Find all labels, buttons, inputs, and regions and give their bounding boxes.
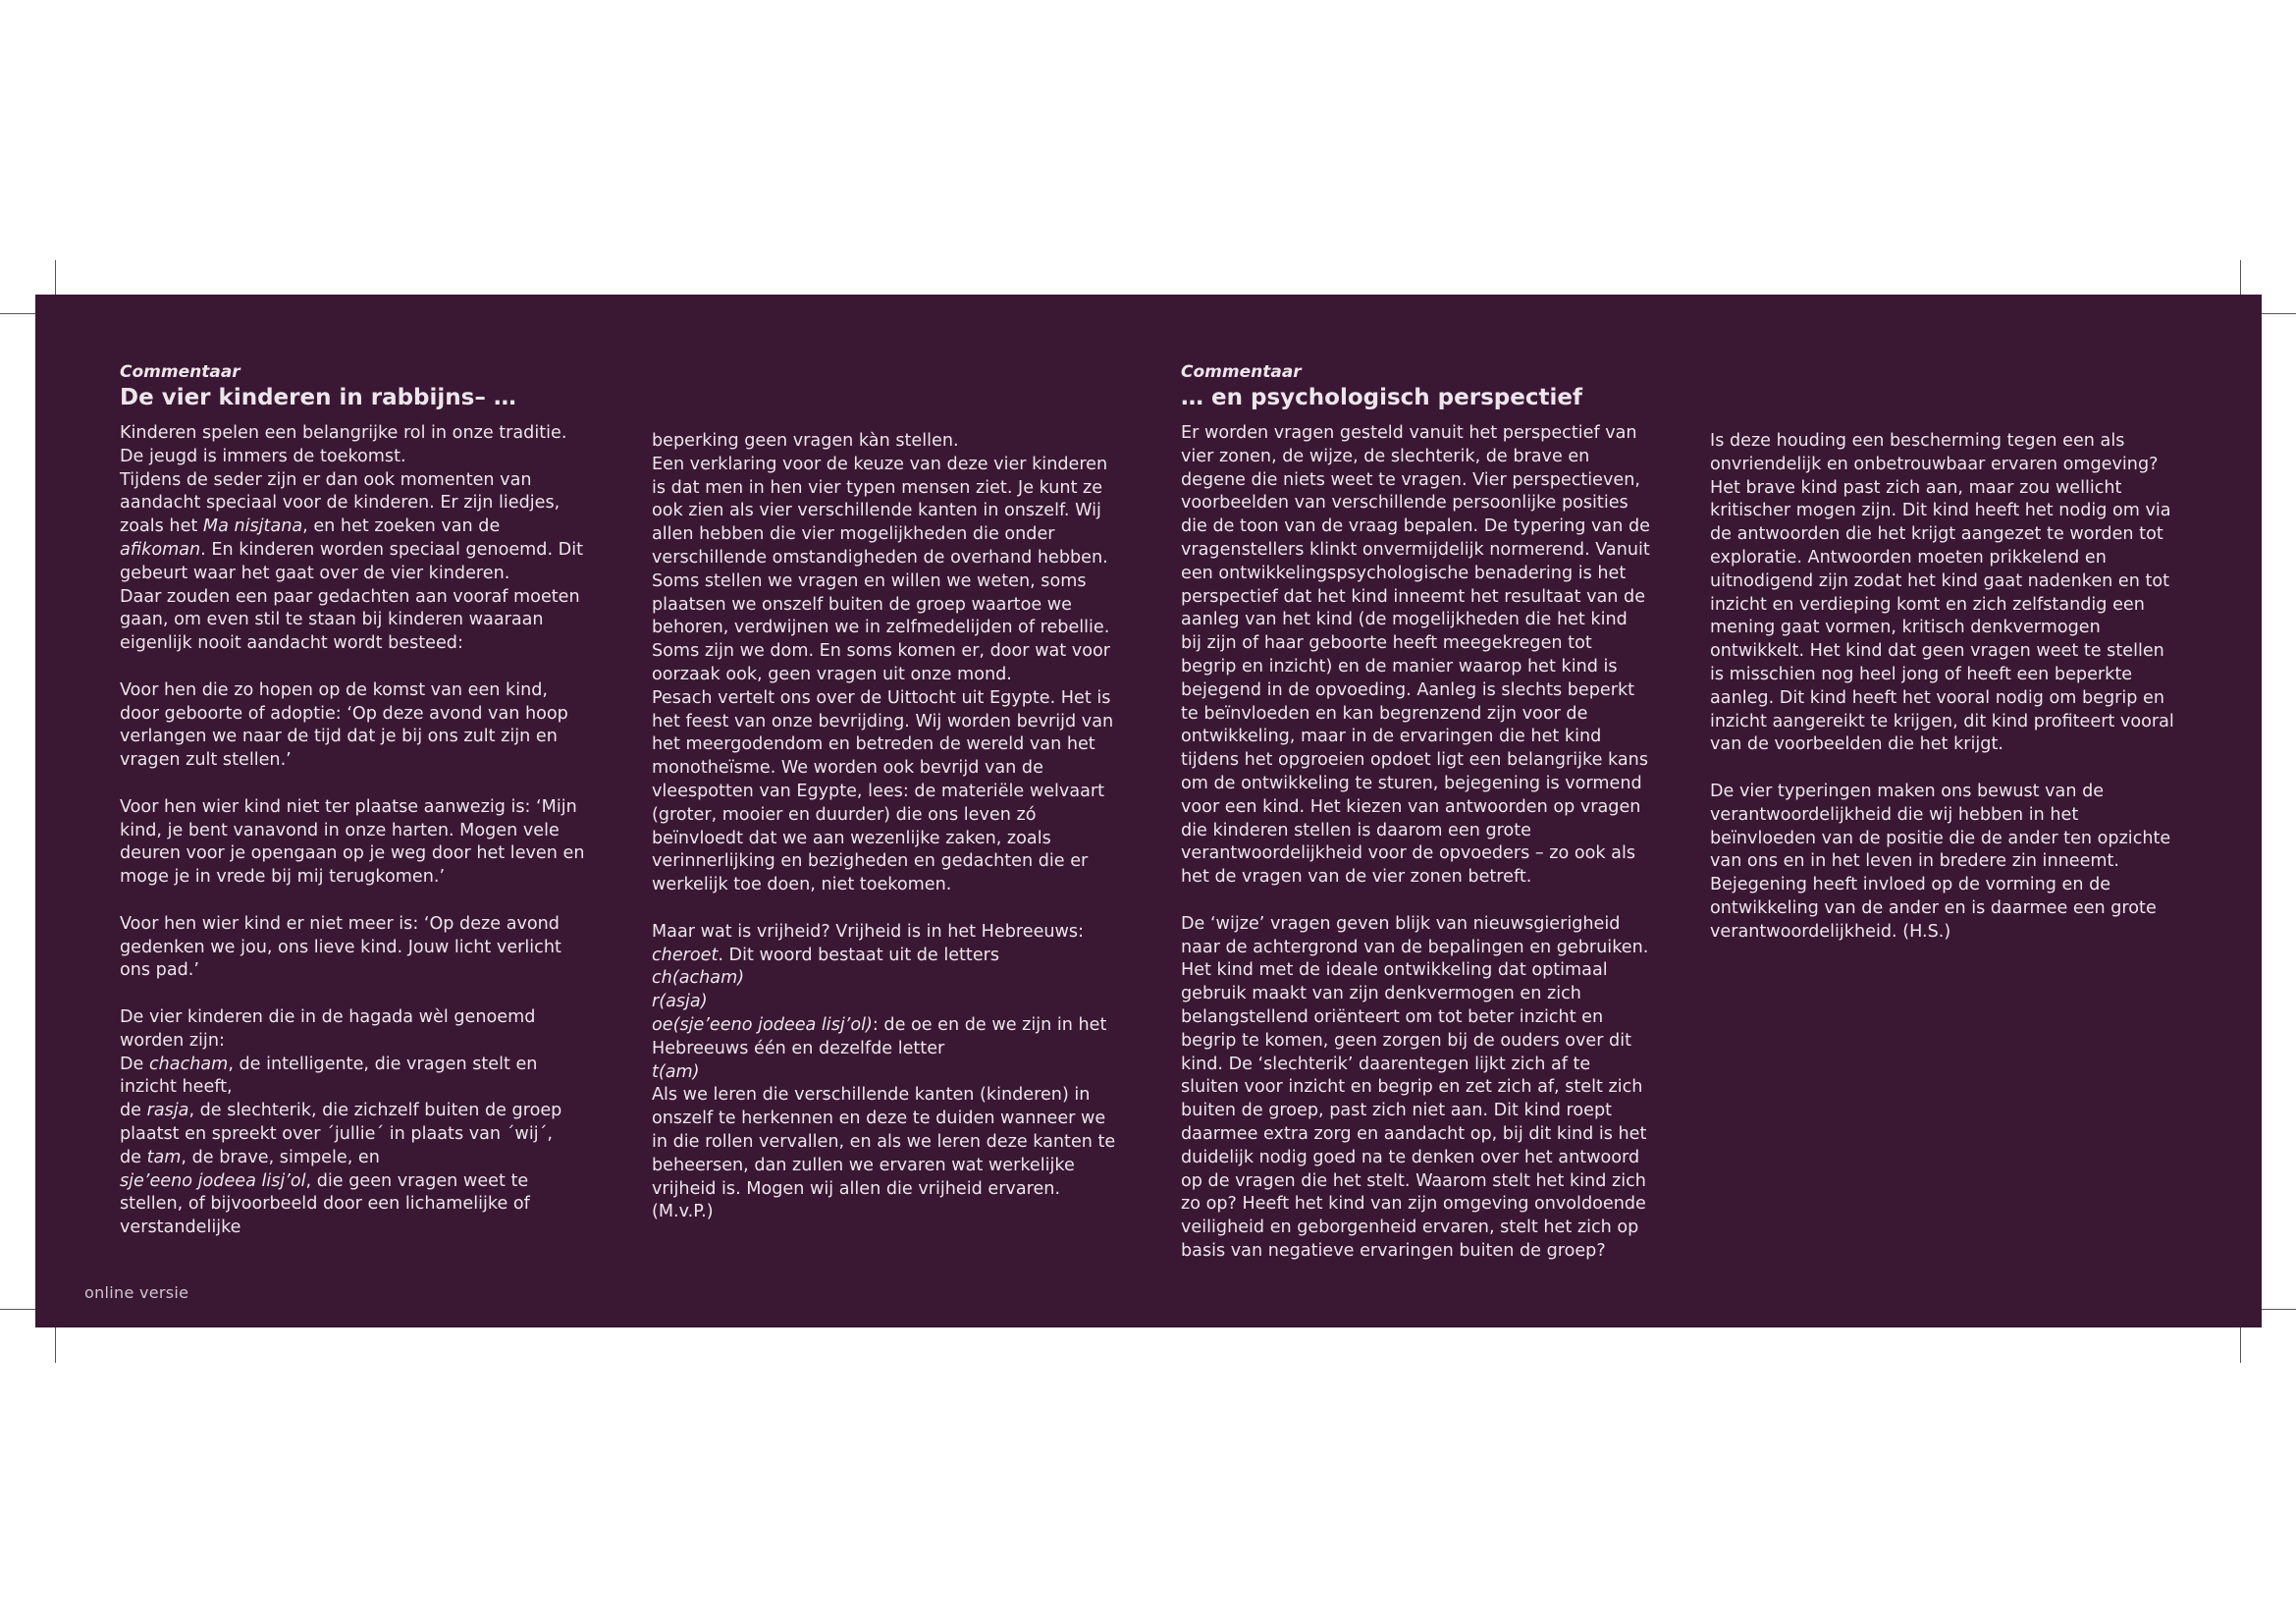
paragraph: Maar wat is vrijheid? Vrijheid is in het Hebreeuws: [652, 921, 1085, 942]
paragraph: ch(acham) [652, 968, 745, 989]
paragraph: cheroet. Dit woord bestaat uit de letters [652, 945, 1000, 965]
right-title: … en psychologisch perspectief [1181, 385, 1582, 410]
paragraph: beperking geen vragen kàn stellen. [652, 431, 959, 451]
paragraph: Een verklaring voor de keuze van deze vier kinderen is dat men in hen vier typen mensen ziet. Je kunt ze ook zien als vier verschillende kanten in onszelf. Wij allen hebben die vier mogelijkheden die onder verschillende omstandigheden de overhand hebben. Soms stellen we vragen en willen we weten, soms plaatsen we onszelf buiten de groep waartoe we behoren, verdwijnen we in zelfmedelijden of rebellie. Soms zijn we dom. En soms komen er, door wat voor oorzaak ook, geen vragen uit onze mond. [652, 454, 1110, 684]
paragraph: Voor hen wier kind niet ter plaatse aanwezig is: ‘Mijn kind, je bent vanavond in onze harten. Mogen vele deuren voor je opengaan op je weg door het leven en moge je in vrede bij mij terugkomen.’ [120, 796, 585, 888]
left-title: De vier kinderen in rabbijns– … [120, 385, 516, 410]
column-4 [1710, 430, 2181, 945]
paragraph: Kinderen spelen een belangrijke rol in onze traditie. De jeugd is immers de toekomst. [120, 423, 567, 466]
left-kicker: Commentaar [120, 362, 240, 382]
paragraph: Voor hen die zo hopen op de komst van een kind, door geboorte of adoptie: ‘Op deze avond van hoop verlangen we naar de tijd dat je bij ons zult zijn en vragen zult stellen.’ [120, 679, 568, 771]
paragraph: t(am) [652, 1061, 700, 1082]
paragraph: Daar zouden een paar gedachten aan vooraf moeten gaan, om even stil te staan bij kinderen waaraan eigenlijk nooit aandacht wordt besteed: [120, 586, 580, 654]
paragraph: De vier typeringen maken ons bewust van de verantwoordelijkheid die wij hebben in het beïnvloeden van de positie die de ander ten opzichte van ons en in het leven in bredere zin inneemt. Bejegening heeft invloed op de vorming en de ontwikkeling van de ander en is daarmee een grote verantwoordelijkheid. (H.S.) [1710, 781, 2171, 942]
paragraph: Als we leren die verschillende kanten (kinderen) in onszelf te herkennen en deze te duiden wanneer we in die rollen vervallen, en als we leren deze kanten te beheersen, dan zullen we ervaren wat werkelijke vrijheid is. Mogen wij allen die vrijheid ervaren. (M.v.P.) [652, 1085, 1116, 1222]
list-item: de tam, de brave, simpele, en [120, 1147, 380, 1167]
paragraph: Is deze houding een bescherming tegen een als onvriendelijk en onbetrouwbaar ervaren omgeving? Het brave kind past zich aan, maar zou wellicht kritischer mogen zijn. Dit kind heeft het nodig om via de antwoorden die het krijgt aangezet te worden tot exploratie. Antwoorden moeten prikkelend en uitnodigend zijn zodat het kind gaat nadenken en tot inzicht en verdieping komt en zich zelfstandig een mening gaat vormen, kritisch denkvermogen ontwikkelt. Het kind dat geen vragen weet te stellen is misschien nog heel jong of heeft een beperkte aanleg. Dit kind heeft het vooral nodig om begrip en inzicht aangereikt te krijgen, dit kind profiteert vooral van de voorbeelden die het krijgt. [1710, 431, 2174, 755]
footer-label: online versie [84, 1283, 189, 1302]
paragraph: oe(sje’eeno jodeea lisj’ol): de oe en de we zijn in het Hebreeuws één en dezelfde letter [652, 1014, 1107, 1058]
column-2 [652, 430, 1123, 1224]
right-kicker: Commentaar [1181, 362, 1302, 382]
paragraph: Voor hen wier kind er niet meer is: ‘Op deze avond gedenken we jou, ons lieve kind. Jouw licht verlicht ons pad.’ [120, 913, 561, 981]
column-3 [1181, 361, 1652, 1264]
paragraph: Tijdens de seder zijn er dan ook momenten van aandacht speciaal voor de kinderen. Er zijn liedjes, zoals het Ma nisjtana, en het zoeken van de afikoman. En kinderen worden speciaal genoemd. Dit gebeurt waar het gaat over de vier kinderen. [120, 469, 583, 583]
column-1 [120, 361, 591, 1240]
paragraph: Er worden vragen gesteld vanuit het perspectief van vier zonen, de wijze, de slechterik, de brave en degene die niets weet te vragen. Vier perspectieven, voorbeelden van verschillende persoonlijke posities die de toon van de vraag bepalen. De typering van de vragenstellers klinkt onvermijdelijk normerend. Vanuit een ontwikkelingspsychologische benadering is het perspectief dat het kind inneemt het resultaat van de aanleg van het kind (de mogelijkheden die het kind bij zijn of haar geboorte heeft meegekregen tot begrip en inzicht) en de manier waarop het kind is bejegend in de opvoeding. Aanleg is slechts beperkt te beïnvloeden en kan begrenzend zijn voor de ontwikkeling, maar in de ervaringen die het kind tijdens het opgroeien opdoet ligt een belangrijke kans om de ontwikkeling te sturen, bejegening is vormend voor een kind. Het kiezen van antwoorden op vragen die kinderen stellen is daarom een grote verantwoordelijkheid voor de opvoeders – zo ook als het de vragen van de vier zonen betreft. [1181, 423, 1650, 888]
list-item: sje’eeno jodeea lisj’ol, die geen vragen weet te stellen, of bijvoorbeeld door een lichamelijke of verstandelijke [120, 1170, 530, 1238]
paragraph: De ‘wijze’ vragen geven blijk van nieuwsgierigheid naar de achtergrond van de bepalingen en gebruiken. Het kind met de ideale ontwikkeling dat optimaal gebruik maakt van zijn denkvermogen en zich belangstellend oriënteert om tot beter inzicht en begrip te komen, geen zorgen bij de ouders over dit kind. De ‘slechterik’ daarentegen lijkt zich af te sluiten voor inzicht en begrip en zet zich af, stelt zich buiten de groep, past zich niet aan. Dit kind roept daarmee extra zorg en aandacht op, bij dit kind is het duidelijk nodig goed na te denken over het antwoord op de vragen die het stelt. Waarom stelt het kind zich zo op? Heeft het kind van zijn omgeving onvoldoende veiligheid en geborgenheid ervaren, stelt het zich op basis van negatieve ervaringen buiten de groep? [1181, 913, 1649, 1261]
paragraph: Pesach vertelt ons over de Uittocht uit Egypte. Het is het feest van onze bevrijding. Wij worden bevrijd van het meergodendom en betreden de wereld van het monotheïsme. We worden ook bevrijd van de vleespotten van Egypte, lees: de materiële welvaart (groter, mooier en duurder) die ons leven zó beïnvloedt dat we aan wezenlijke zaken, zoals verinnerlijking en bezigheden en gedachten die er werkelijk toe doen, niet toekomen. [652, 687, 1114, 895]
paragraph: r(asja) [652, 992, 708, 1012]
list-item: de rasja, de slechterik, die zichzelf buiten de groep plaatst en spreekt over ´jullie´ in plaats van ´wij´, [120, 1101, 562, 1144]
list-item: De chacham, de intelligente, die vragen stelt en inzicht heeft, [120, 1054, 538, 1098]
paragraph: De vier kinderen die in de hagada wèl genoemd worden zijn: [120, 1006, 536, 1051]
